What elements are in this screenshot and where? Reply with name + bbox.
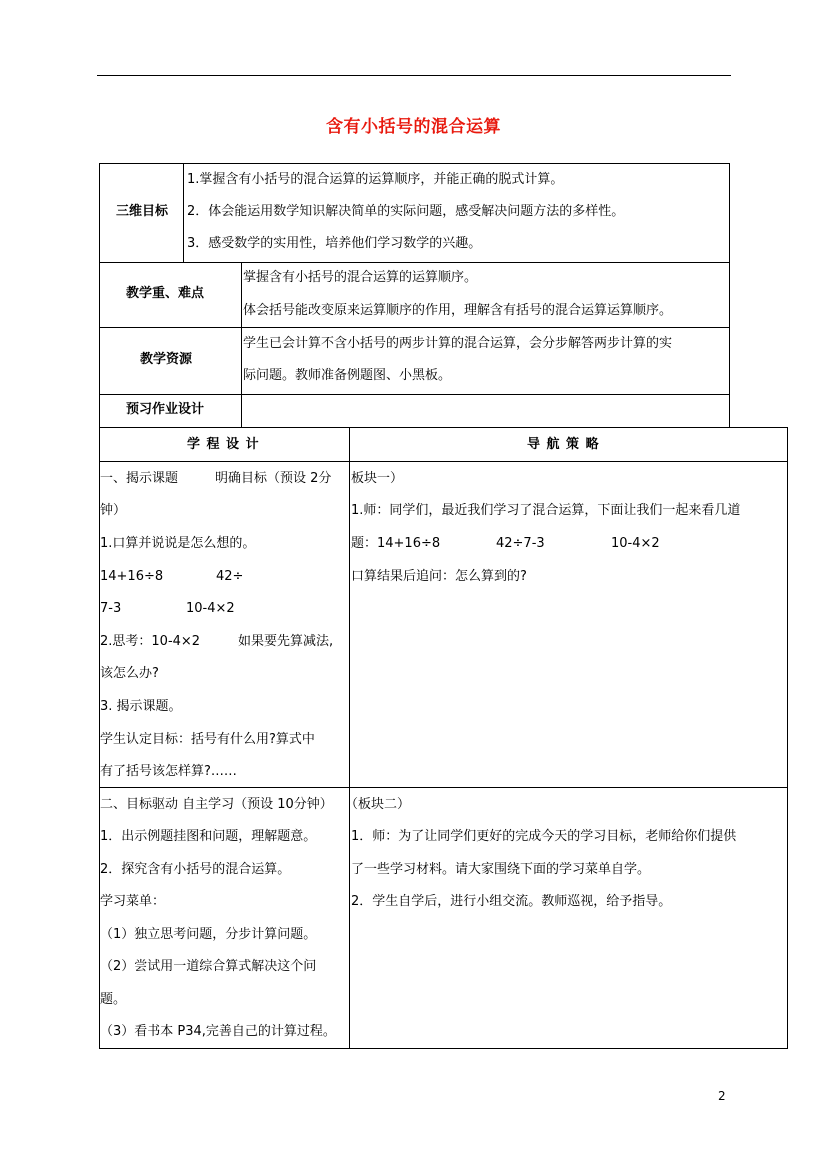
keypoints-label: 教学重、难点 [126,286,205,301]
s1-left-line-6a: 2.思考：10-4×2 [100,634,201,649]
preview-content-cell [241,394,730,428]
s2-left-line-8: （3）看书本 P34,完善自己的计算过程。 [100,1024,336,1039]
goals-line-1: 1.掌握含有小括号的混合运算的运算顺序，并能正确的脱式计算。 [187,172,564,187]
resources-line-2: 际问题。教师准备例题图、小黑板。 [243,368,452,383]
s1-left-line-5b: 10-4×2 [186,601,235,616]
s1-left-line-6b: 如果要先算减法, [238,634,334,649]
s2-left-line-3: 2．探究含有小括号的混合运算。 [100,862,291,877]
keypoints-line-2: 体会括号能改变原来运算顺序的作用，理解含有括号的混合运算运算顺序。 [243,303,673,318]
preview-label: 预习作业设计 [126,402,205,417]
page-number: 2 [718,1089,726,1103]
s1-left-line-9: 学生认定目标：括号有什么用?算式中 [100,732,315,747]
section2-left-cell [99,787,350,1049]
s1-left-line-10: 有了括号该怎样算?…… [100,764,237,779]
plan-header-right: 导 航 策 略 [527,437,600,452]
s1-right-line-3c: 10-4×2 [611,536,660,551]
s2-left-line-5: （1）独立思考问题，分步计算问题。 [100,927,317,942]
resources-line-1: 学生已会计算不含小括号的两步计算的混合运算，会分步解答两步计算的实 [243,336,673,351]
s1-left-line-8: 3. 揭示课题。 [100,699,182,714]
s1-left-line-2: 钟） [100,503,127,518]
s1-left-line-4b: 42÷ [216,569,244,584]
page-title: 含有小括号的混合运算 [326,117,501,137]
s1-left-line-7: 该怎么办? [100,666,159,681]
s1-left-line-5a: 7-3 [100,601,122,616]
s1-right-line-2: 1.师：同学们，最近我们学习了混合运算，下面让我们一起来看几道 [351,503,741,518]
s1-right-line-4: 口算结果后追问：怎么算到的? [351,569,527,584]
s1-right-line-3a: 题：14+16÷8 [351,536,441,551]
s2-right-line-2: 1．师：为了让同学们更好的完成今天的学习目标，老师给你们提供 [351,829,737,844]
s2-right-line-1: （板块二） [345,797,411,812]
s2-left-line-1: 二、目标驱动 自主学习（预设 10分钟） [100,797,333,812]
s2-right-line-3: 了一些学习材料。请大家围绕下面的学习菜单自学。 [351,862,651,877]
section2-right-cell [349,787,788,1049]
s2-left-line-6: （2）尝试用一道综合算式解决这个问 [100,959,317,974]
goals-line-2: 2．体会能运用数学知识解决简单的实际问题，感受解决问题方法的多样性。 [187,204,625,219]
s2-left-line-2: 1．出示例题挂图和问题，理解题意。 [100,829,317,844]
s2-left-line-4: 学习菜单： [100,894,166,909]
s1-left-line-1b: 明确目标（预设 2分 [215,471,332,486]
goals-line-3: 3．感受数学的实用性，培养他们学习数学的兴趣。 [187,236,482,251]
resources-label: 教学资源 [140,352,193,367]
plan-header-left: 学 程 设 计 [187,437,260,452]
s1-right-line-1: 板块一） [351,471,404,486]
s1-left-line-3: 1.口算并说说是怎么想的。 [100,536,256,551]
s1-right-line-3b: 42÷7-3 [496,536,545,551]
header-rule [97,75,731,76]
s2-right-line-4: 2．学生自学后，进行小组交流。教师巡视，给予指导。 [351,894,672,909]
s1-left-line-4a: 14+16÷8 [100,569,164,584]
goals-label: 三维目标 [116,204,169,219]
s2-left-line-7: 题。 [100,992,127,1007]
s1-left-line-1a: 一、揭示课题 [100,471,179,486]
keypoints-line-1: 掌握含有小括号的混合运算的运算顺序。 [243,270,478,285]
